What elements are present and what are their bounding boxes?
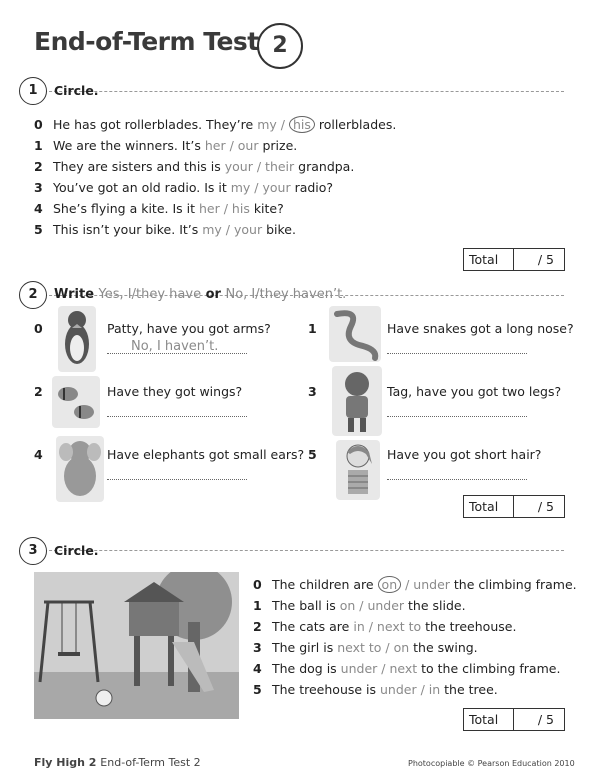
- question-row: [253, 640, 478, 655]
- option-separator: /: [221, 222, 234, 237]
- question-number: 2: [253, 619, 262, 634]
- girl-illustration: [336, 440, 380, 500]
- total-value: / 5: [537, 712, 554, 727]
- option-a[interactable]: my: [202, 222, 222, 237]
- section-3-number: 3: [19, 537, 47, 565]
- question-text: Patty, have you got arms?: [107, 321, 271, 336]
- question-text: This isn’t your bike. It’s: [53, 222, 203, 237]
- tag-monster-illustration: [332, 366, 382, 436]
- question-text: The treehouse is: [272, 682, 380, 697]
- option-b[interactable]: his: [289, 116, 315, 133]
- question-text-end: the treehouse.: [421, 619, 517, 634]
- total-label: Total: [464, 496, 514, 517]
- instruction-write: Write: [54, 287, 95, 302]
- question-text-end: the tree.: [440, 682, 498, 697]
- footer-left: [34, 756, 201, 769]
- question-number: 5: [308, 447, 317, 462]
- question-text-end: the swing.: [409, 640, 478, 655]
- question-row: [253, 577, 577, 592]
- option-separator: /: [364, 619, 377, 634]
- section-divider: [34, 550, 564, 551]
- section-2-instruction: [54, 287, 346, 302]
- snake-illustration: [329, 306, 381, 362]
- footer-copyright: Photocopiable © Pearson Education 2010: [408, 759, 575, 768]
- page-title: End-of-Term Test: [34, 27, 259, 56]
- section-2-number: 2: [19, 281, 47, 309]
- instruction-or: or: [205, 287, 221, 302]
- question-row: [253, 682, 498, 697]
- elephant-icon: [56, 436, 104, 502]
- section-1-total-box: [463, 248, 565, 271]
- option-a[interactable]: under: [380, 682, 417, 697]
- option-b[interactable]: their: [265, 159, 295, 174]
- question-text: Have you got short hair?: [387, 447, 542, 462]
- question-number: 2: [34, 384, 43, 399]
- test-number-badge: 2: [257, 23, 303, 69]
- option-a[interactable]: next to: [337, 640, 382, 655]
- question-row: [34, 201, 284, 216]
- question-number: 1: [34, 138, 43, 153]
- footer-test-name: End-of-Term Test 2: [100, 756, 201, 769]
- question-text-end: prize.: [258, 138, 298, 153]
- question-text: Have snakes got a long nose?: [387, 321, 574, 336]
- elephant-illustration: [56, 436, 104, 502]
- question-number: 4: [253, 661, 262, 676]
- option-separator: /: [377, 661, 390, 676]
- example-answer: No, I haven’t.: [131, 339, 219, 354]
- option-a[interactable]: her: [198, 201, 220, 216]
- question-row: [253, 661, 560, 676]
- answer-line[interactable]: [387, 353, 527, 354]
- option-separator: /: [355, 598, 368, 613]
- question-number: 3: [253, 640, 262, 655]
- question-number: 2: [34, 159, 43, 174]
- monster-icon: [332, 366, 382, 436]
- question-text-end: the slide.: [404, 598, 466, 613]
- instruction-no: No, I/they haven’t.: [225, 287, 347, 302]
- question-row: [34, 117, 396, 132]
- question-text-end: radio?: [290, 180, 334, 195]
- snake-icon: [329, 306, 381, 362]
- option-separator: /: [401, 577, 414, 592]
- girl-icon: [336, 440, 380, 500]
- question-number: 1: [308, 321, 317, 336]
- option-separator: /: [219, 201, 232, 216]
- option-b[interactable]: your: [234, 222, 263, 237]
- answer-line[interactable]: [107, 479, 247, 480]
- option-a[interactable]: on: [378, 576, 402, 593]
- question-text-end: to the climbing frame.: [417, 661, 561, 676]
- option-separator: /: [252, 159, 266, 174]
- option-a[interactable]: on: [339, 598, 356, 613]
- question-text: Have they got wings?: [107, 384, 243, 399]
- penguin-illustration: [58, 306, 96, 372]
- option-separator: /: [225, 138, 238, 153]
- question-text: Tag, have you got two legs?: [387, 384, 562, 399]
- playground-illustration: [34, 572, 239, 719]
- question-text-end: bike.: [262, 222, 296, 237]
- section-divider: [34, 91, 564, 92]
- option-separator: /: [381, 640, 394, 655]
- question-text: The girl is: [272, 640, 338, 655]
- penguin-icon: [58, 306, 96, 372]
- question-text-end: the climbing frame.: [449, 577, 577, 592]
- option-b[interactable]: on: [393, 640, 410, 655]
- question-row: [34, 222, 296, 237]
- option-a[interactable]: your: [224, 159, 253, 174]
- playground-scene-icon: [34, 572, 239, 719]
- question-text: The ball is: [272, 598, 340, 613]
- section-1-number: 1: [19, 77, 47, 105]
- section-3-instruction: Circle.: [54, 543, 99, 558]
- question-number: 1: [253, 598, 262, 613]
- option-a[interactable]: in: [353, 619, 365, 634]
- bees-illustration: [52, 376, 100, 428]
- section-3-total-box: [463, 708, 565, 731]
- total-label: Total: [464, 709, 514, 730]
- option-a[interactable]: under: [340, 661, 378, 676]
- question-text: They are sisters and this is: [53, 159, 225, 174]
- bee-icon: [52, 376, 100, 428]
- question-row: [34, 180, 333, 195]
- question-row: [253, 598, 466, 613]
- question-text: The dog is: [272, 661, 341, 676]
- option-b[interactable]: our: [237, 138, 259, 153]
- option-b[interactable]: next: [389, 661, 418, 676]
- question-number: 0: [34, 117, 43, 132]
- option-a[interactable]: my: [257, 117, 277, 132]
- question-row: [253, 619, 516, 634]
- instruction-yes: Yes, I/they have: [98, 287, 202, 302]
- option-b[interactable]: under: [367, 598, 405, 613]
- option-b[interactable]: in: [428, 682, 441, 697]
- question-text-end: rollerblades.: [314, 117, 397, 132]
- answer-line[interactable]: [107, 353, 247, 354]
- question-number: 3: [308, 384, 317, 399]
- section-2-total-box: [463, 495, 565, 518]
- option-separator: /: [416, 682, 429, 697]
- answer-line[interactable]: [387, 479, 527, 480]
- question-number: 5: [34, 222, 43, 237]
- question-text-end: grandpa.: [294, 159, 355, 174]
- question-text: The cats are: [272, 619, 354, 634]
- option-separator: /: [276, 117, 289, 132]
- question-text: He has got rollerblades. They’re: [53, 117, 258, 132]
- option-a[interactable]: her: [204, 138, 226, 153]
- answer-line[interactable]: [387, 416, 527, 417]
- option-a[interactable]: my: [230, 180, 251, 195]
- question-number: 0: [34, 321, 43, 336]
- option-b[interactable]: next to: [376, 619, 422, 634]
- answer-line[interactable]: [107, 416, 247, 417]
- footer-brand: Fly High 2: [34, 756, 97, 769]
- question-text: She’s flying a kite. Is it: [53, 201, 199, 216]
- question-text-end: kite?: [249, 201, 284, 216]
- question-number: 0: [253, 577, 262, 592]
- total-value: / 5: [537, 499, 554, 514]
- question-text: You’ve got an old radio. Is it: [53, 180, 231, 195]
- question-text: We are the winners. It’s: [53, 138, 205, 153]
- option-b[interactable]: under: [413, 577, 450, 592]
- total-label: Total: [464, 249, 514, 270]
- option-separator: /: [250, 180, 263, 195]
- question-row: [34, 159, 354, 174]
- question-text: The children are: [272, 577, 378, 592]
- total-value: / 5: [537, 252, 554, 267]
- question-number: 4: [34, 447, 43, 462]
- option-b[interactable]: his: [231, 201, 250, 216]
- question-text: Have elephants got small ears?: [107, 447, 305, 462]
- question-number: 3: [34, 180, 43, 195]
- section-1-instruction: Circle.: [54, 83, 99, 98]
- option-b[interactable]: your: [262, 180, 291, 195]
- question-number: 4: [34, 201, 43, 216]
- question-row: [34, 138, 297, 153]
- question-number: 5: [253, 682, 262, 697]
